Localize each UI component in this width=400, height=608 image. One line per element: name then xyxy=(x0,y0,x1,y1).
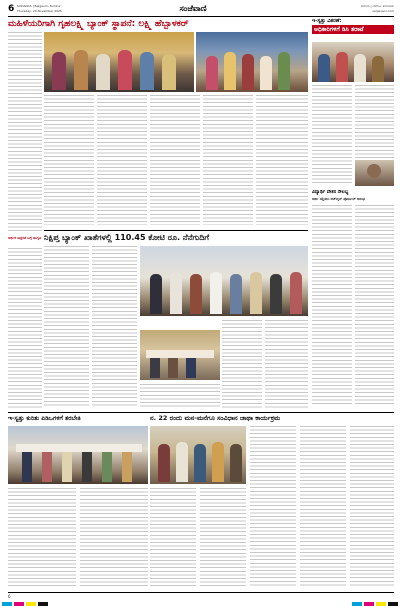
right-top-headline: ಅಧಿಕಾರಿಗಳಿಗೆ ಡಿಸಿ ತರಾಟೆ xyxy=(312,25,394,34)
main-headline: ಮಹಿಳೆಯರಿಗಾಗಿ ಗೃಹಲಕ್ಷ್ಮಿ ಬ್ಯಾಂಕ್ ಸ್ಥಾಪನೆ: ಲಕ್ಷ್ಮಿ ಹೆಬ್ಬಾಳಕರ್ xyxy=(8,19,189,29)
right-column-text-top xyxy=(312,85,352,185)
bottom-column-2 xyxy=(200,488,246,588)
bottom-left-column-2 xyxy=(80,488,148,588)
right-portrait-photo xyxy=(355,160,394,186)
top-register-bar xyxy=(0,0,400,3)
middle-column-3 xyxy=(222,320,262,408)
colour-swatches xyxy=(0,600,400,608)
top-main-photo xyxy=(44,32,194,92)
body-column-5 xyxy=(256,95,308,225)
bottom-main-photo xyxy=(150,426,246,484)
masthead-left-sub: Thursday, 20 November 2025 xyxy=(17,9,62,13)
masthead-rule xyxy=(8,16,394,17)
right-column-text-mid xyxy=(312,205,352,405)
middle-rule xyxy=(44,230,308,231)
left-mid-headline: ಆರ್ಥಿಕ ಸಾಕ್ಷರತೆ ಬಗ್ಗೆ ಜಾಗೃತಿ xyxy=(8,236,42,240)
middle-column-1 xyxy=(44,246,89,406)
body-column-3 xyxy=(150,95,200,225)
middle-headline: ನಿಕ್ಷಿಪ್ತ ಬ್ಯಾಂಕ್ ಖಾತೆಗಳಲ್ಲಿ 110.45 ಕೋಟಿ ರೂ. ನೆನೆಗುದಿಗೆ xyxy=(44,233,210,242)
top-second-photo xyxy=(196,32,308,92)
masthead-right-info: ಸುದಾನಸ | ಬೆಳಗಾವಿ, ತುಮಕೂರು xyxy=(360,4,394,8)
left-column-text-top xyxy=(8,32,42,232)
middle-meeting-photo xyxy=(140,330,220,380)
bottom-left-headline: ಇ-ಸ್ವತ್ತು ಕುರಿತು ಪಿಡಿಒಗಳಿಗೆ ತರಬೇತಿ xyxy=(8,415,81,422)
bottom-rule xyxy=(8,412,394,413)
middle-column-2 xyxy=(92,246,137,406)
left-column-text-mid xyxy=(8,248,42,408)
bottom-left-column-1 xyxy=(8,488,76,588)
right-top-story xyxy=(312,18,394,40)
bottom-column-4 xyxy=(300,426,346,588)
masthead-right-sub: sanjevani.com xyxy=(372,9,394,13)
body-column-4 xyxy=(203,95,253,225)
right-top-kicker: ಇ-ಸ್ವತ್ತು ವಿತರಣೆ: xyxy=(312,18,342,24)
bottom-column-1 xyxy=(150,488,196,588)
bottom-main-headline: ನ. 22 ರಂದು ಮನ-ಮನೆಗೂ ಸಂವಿಧಾನ ಜಾಥಾ ಕಾರ್ಯಕ್ರಮ xyxy=(150,414,281,422)
masthead-left-info: SUDANAS | Belgaum, Tumkur xyxy=(17,4,61,8)
bottom-column-5 xyxy=(350,426,394,588)
right-top-photo xyxy=(312,42,394,82)
paper-name-logo: ಸಂಜೆವಾಣಿ xyxy=(179,4,207,13)
masthead xyxy=(8,4,394,16)
middle-column-5 xyxy=(140,384,220,408)
page-number: 6 xyxy=(8,4,15,14)
bottom-column-3 xyxy=(250,426,296,588)
body-column-1 xyxy=(44,95,94,225)
right-mid-headline: ಅರ್ಜಿ ಸಲ್ಲಿಸಲು ಆನ್‌ಲೈನ್ ಪೋರ್ಟಲ್ ಆರಂಭ xyxy=(312,197,366,201)
footer-rule xyxy=(8,592,394,593)
bottom-left-photo xyxy=(8,426,148,484)
middle-event-photo xyxy=(140,246,308,316)
right-column-text-mid-2 xyxy=(355,205,394,405)
footer-page-number: 6 xyxy=(8,594,11,599)
body-column-2 xyxy=(97,95,147,225)
right-mid-kicker: ವಿದ್ಯಾರ್ಥಿ ವೇತನ ಸೌಲಭ್ಯ xyxy=(312,190,349,195)
middle-column-4 xyxy=(265,320,308,408)
